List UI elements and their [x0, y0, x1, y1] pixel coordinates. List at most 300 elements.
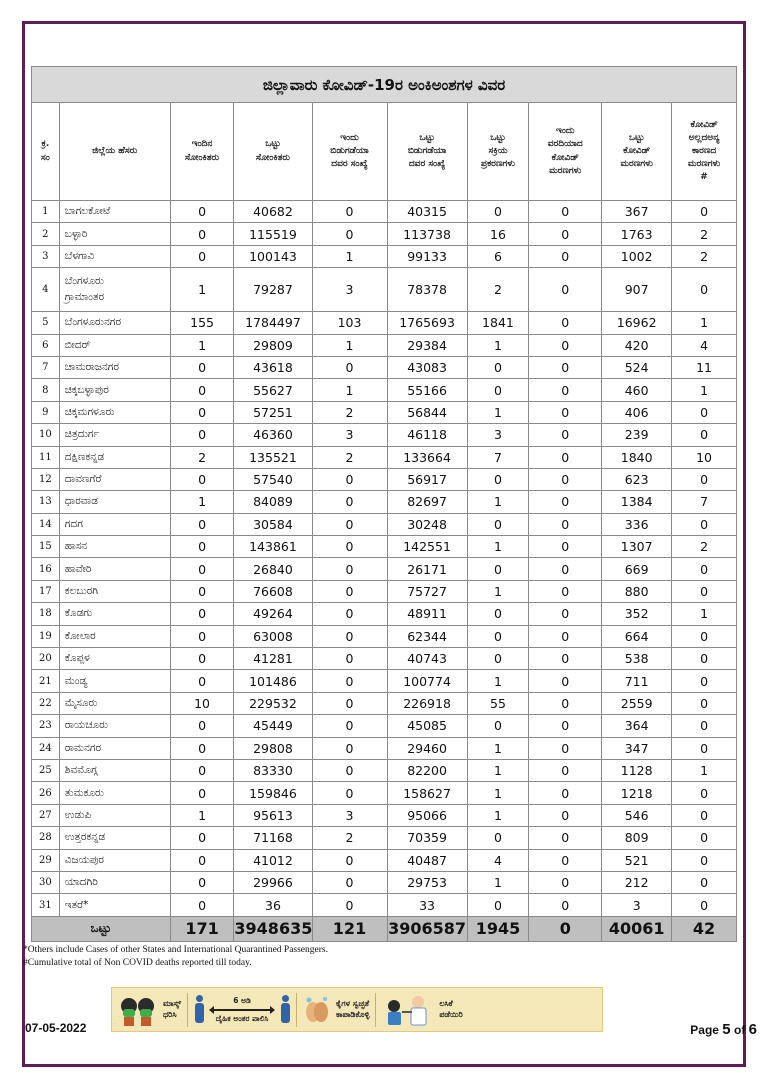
cell-today-infected: 155 — [170, 312, 234, 334]
row-sl: 21 — [32, 670, 60, 692]
cell-total-deaths: 1307 — [602, 536, 672, 558]
row-sl: 6 — [32, 334, 60, 356]
cell-non-covid-deaths: 4 — [672, 334, 737, 356]
cell-today-discharged: 0 — [312, 625, 387, 647]
row-district-name — [59, 268, 170, 312]
cell-total-infected: 29966 — [234, 871, 312, 893]
row-sl: 5 — [32, 312, 60, 334]
table-row — [32, 446, 737, 468]
cell-active-cases: 0 — [467, 468, 529, 490]
cell-total-infected: 41012 — [234, 849, 312, 871]
header-non-covid-deaths: ಕೋವಿಡ್ ಅಲ್ಲದಅನ್ಯ ಕಾರಣದ ಮರಣಗಳು # — [672, 103, 737, 201]
cell-active-cases: 0 — [467, 201, 529, 223]
cell-total-infected: 84089 — [234, 491, 312, 513]
table-row — [32, 827, 737, 849]
district-name-line: ಕಲಬುರಗಿ — [64, 585, 99, 598]
cell-active-cases: 0 — [467, 603, 529, 625]
cell-today-infected: 0 — [170, 558, 234, 580]
cell-today-discharged: 0 — [312, 491, 387, 513]
cell-today-infected: 1 — [170, 268, 234, 312]
row-sl: 31 — [32, 894, 60, 916]
cell-active-cases: 1 — [467, 580, 529, 602]
row-sl: 22 — [32, 692, 60, 714]
report-date: 07-05-2022 — [25, 1021, 87, 1035]
cell-today-infected: 1 — [170, 804, 234, 826]
cell-active-cases: 0 — [467, 648, 529, 670]
district-name-line: ದಾವಣಗೆರೆ — [64, 473, 102, 486]
cell-non-covid-deaths: 0 — [672, 737, 737, 759]
cell-today-discharged: 1 — [312, 334, 387, 356]
district-name-line: ಬಾಗಲಕೋಟೆ — [64, 205, 111, 218]
cell-today-infected: 0 — [170, 782, 234, 804]
cell-active-cases: 1 — [467, 804, 529, 826]
row-sl: 24 — [32, 737, 60, 759]
cell-today-deaths: 0 — [529, 491, 602, 513]
row-district-name — [59, 894, 170, 916]
cell-today-discharged: 0 — [312, 871, 387, 893]
cell-today-discharged: 3 — [312, 804, 387, 826]
person-icon — [280, 995, 290, 1025]
cell-non-covid-deaths: 11 — [672, 356, 737, 378]
row-sl: 26 — [32, 782, 60, 804]
row-sl: 27 — [32, 804, 60, 826]
table-row — [32, 536, 737, 558]
cell-today-deaths: 0 — [529, 692, 602, 714]
distance-value: 6 ಅಡಿ — [233, 995, 251, 1005]
table-row — [32, 894, 737, 916]
cell-today-infected: 10 — [170, 692, 234, 714]
footnote-others: *Others include Cases of other States and International Quarantined Passengers. — [23, 945, 328, 955]
cell-today-infected: 0 — [170, 625, 234, 647]
cell-total-discharged: 56844 — [387, 401, 467, 423]
cell-non-covid-deaths: 7 — [672, 491, 737, 513]
district-name-line: ಚಿಕ್ಕಬಳ್ಳಾಪುರ — [64, 383, 109, 396]
cell-today-deaths: 0 — [529, 201, 602, 223]
table-row — [32, 625, 737, 647]
cell-total-infected: 76608 — [234, 580, 312, 602]
cell-today-infected: 0 — [170, 603, 234, 625]
cell-today-discharged: 0 — [312, 603, 387, 625]
cell-today-deaths: 0 — [529, 625, 602, 647]
cell-today-deaths: 0 — [529, 223, 602, 245]
person-icon — [194, 995, 204, 1025]
table-row — [32, 424, 737, 446]
cell-active-cases: 7 — [467, 446, 529, 468]
cell-today-infected: 0 — [170, 245, 234, 267]
cell-today-infected: 1 — [170, 334, 234, 356]
cell-total-deaths: 623 — [602, 468, 672, 490]
row-sl: 30 — [32, 871, 60, 893]
cell-total-deaths: 3 — [602, 894, 672, 916]
total-today-discharged: 121 — [312, 916, 387, 941]
row-district-name — [59, 871, 170, 893]
page-current: 5 — [722, 1021, 731, 1038]
total-today-deaths: 0 — [529, 916, 602, 941]
double-arrow-icon — [209, 1006, 275, 1014]
cell-active-cases: 0 — [467, 827, 529, 849]
table-row — [32, 603, 737, 625]
cell-total-discharged: 56917 — [387, 468, 467, 490]
cell-active-cases: 1 — [467, 670, 529, 692]
row-district-name — [59, 401, 170, 423]
cell-total-deaths: 352 — [602, 603, 672, 625]
cell-today-deaths: 0 — [529, 245, 602, 267]
header-today-discharged: ಇಂದು ಬಿಡುಗಡೆಯಾ ದವರ ಸಂಖ್ಯೆ — [312, 103, 387, 201]
cell-active-cases: 1841 — [467, 312, 529, 334]
vaccine-label-1: ಲಸಿಕೆ — [439, 999, 453, 1009]
cell-today-infected: 0 — [170, 648, 234, 670]
table-row — [32, 379, 737, 401]
hands-label-2: ಕಾಪಾಡಿಕೊಳ್ಳಿ — [336, 1009, 370, 1019]
cell-today-deaths: 0 — [529, 268, 602, 312]
table-row — [32, 782, 737, 804]
cell-total-infected: 29808 — [234, 737, 312, 759]
district-name-line: ಕೊಪ್ಪಳ — [64, 652, 90, 665]
total-discharged: 3906587 — [387, 916, 467, 941]
cell-non-covid-deaths: 0 — [672, 648, 737, 670]
cell-total-discharged: 29460 — [387, 737, 467, 759]
cell-non-covid-deaths: 0 — [672, 468, 737, 490]
cell-today-deaths: 0 — [529, 648, 602, 670]
cell-today-infected: 0 — [170, 871, 234, 893]
row-district-name — [59, 782, 170, 804]
cell-total-deaths: 664 — [602, 625, 672, 647]
row-district-name — [59, 223, 170, 245]
row-district-name — [59, 804, 170, 826]
cell-non-covid-deaths: 1 — [672, 603, 737, 625]
row-sl: 28 — [32, 827, 60, 849]
cell-total-deaths: 521 — [602, 849, 672, 871]
total-label: ಒಟ್ಟು — [32, 916, 171, 941]
cell-total-infected: 143861 — [234, 536, 312, 558]
table-row — [32, 312, 737, 334]
cell-active-cases: 1 — [467, 737, 529, 759]
cell-today-discharged: 0 — [312, 715, 387, 737]
cell-today-infected: 0 — [170, 737, 234, 759]
cell-total-discharged: 75727 — [387, 580, 467, 602]
table-row — [32, 715, 737, 737]
cell-total-discharged: 226918 — [387, 692, 467, 714]
cell-today-deaths: 0 — [529, 580, 602, 602]
cell-today-infected: 0 — [170, 894, 234, 916]
row-district-name — [59, 692, 170, 714]
mask-label-2: ಧರಿಸಿ — [163, 1009, 177, 1019]
cell-today-discharged: 0 — [312, 536, 387, 558]
footnotes — [23, 944, 583, 970]
cell-total-infected: 63008 — [234, 625, 312, 647]
cell-total-discharged: 40743 — [387, 648, 467, 670]
total-active: 1945 — [467, 916, 529, 941]
district-name-line: ಗ್ರಾಮಾಂತರ — [64, 290, 105, 303]
cell-total-discharged: 78378 — [387, 268, 467, 312]
table-row — [32, 871, 737, 893]
mask-label-1: ಮಾಸ್ಕ್ — [163, 999, 182, 1009]
cell-total-infected: 29809 — [234, 334, 312, 356]
cell-total-deaths: 1384 — [602, 491, 672, 513]
cell-active-cases: 0 — [467, 379, 529, 401]
cell-total-deaths: 1763 — [602, 223, 672, 245]
row-sl: 17 — [32, 580, 60, 602]
district-name-line: ಬೀದರ್ — [64, 338, 91, 351]
cell-total-infected: 100143 — [234, 245, 312, 267]
row-sl: 29 — [32, 849, 60, 871]
row-sl: 14 — [32, 513, 60, 535]
cell-total-infected: 30584 — [234, 513, 312, 535]
cell-non-covid-deaths: 1 — [672, 312, 737, 334]
cell-total-infected: 101486 — [234, 670, 312, 692]
row-district-name — [59, 670, 170, 692]
row-district-name — [59, 715, 170, 737]
cell-total-infected: 46360 — [234, 424, 312, 446]
district-name-line: ರಾಮನಗರ — [64, 741, 102, 754]
cell-active-cases: 0 — [467, 894, 529, 916]
district-name-line: ಕೋಲಾರ — [64, 629, 96, 642]
cell-non-covid-deaths: 0 — [672, 424, 737, 446]
row-sl: 20 — [32, 648, 60, 670]
table-body — [32, 201, 737, 917]
cell-active-cases: 16 — [467, 223, 529, 245]
cell-total-discharged: 158627 — [387, 782, 467, 804]
table-row — [32, 245, 737, 267]
cell-total-infected: 79287 — [234, 268, 312, 312]
row-sl: 12 — [32, 468, 60, 490]
cell-active-cases: 1 — [467, 782, 529, 804]
cell-active-cases: 0 — [467, 625, 529, 647]
cell-total-discharged: 142551 — [387, 536, 467, 558]
row-sl: 9 — [32, 401, 60, 423]
row-sl: 23 — [32, 715, 60, 737]
cell-total-deaths: 880 — [602, 580, 672, 602]
cell-total-deaths: 336 — [602, 513, 672, 535]
cell-total-deaths: 907 — [602, 268, 672, 312]
cell-non-covid-deaths: 1 — [672, 759, 737, 781]
cell-today-deaths: 0 — [529, 670, 602, 692]
row-district-name — [59, 827, 170, 849]
cell-total-infected: 45449 — [234, 715, 312, 737]
cell-total-discharged: 1765693 — [387, 312, 467, 334]
cell-today-discharged: 0 — [312, 759, 387, 781]
cell-total-deaths: 460 — [602, 379, 672, 401]
row-district-name — [59, 580, 170, 602]
row-district-name — [59, 491, 170, 513]
cell-non-covid-deaths: 2 — [672, 223, 737, 245]
row-sl: 19 — [32, 625, 60, 647]
cell-today-deaths: 0 — [529, 759, 602, 781]
cell-total-discharged: 82200 — [387, 759, 467, 781]
table-row — [32, 849, 737, 871]
table-row — [32, 268, 737, 312]
cell-today-discharged: 103 — [312, 312, 387, 334]
cell-total-deaths: 239 — [602, 424, 672, 446]
cell-today-deaths: 0 — [529, 737, 602, 759]
page-number — [690, 1021, 757, 1038]
cell-active-cases: 3 — [467, 424, 529, 446]
cell-total-discharged: 133664 — [387, 446, 467, 468]
row-district-name — [59, 312, 170, 334]
cell-today-discharged: 0 — [312, 356, 387, 378]
table-row — [32, 558, 737, 580]
banner-mask — [112, 988, 187, 1031]
row-sl: 4 — [32, 268, 60, 312]
cell-non-covid-deaths: 0 — [672, 715, 737, 737]
vaccination-icon — [382, 993, 434, 1027]
table-row — [32, 491, 737, 513]
cell-active-cases: 1 — [467, 536, 529, 558]
cell-today-deaths: 0 — [529, 894, 602, 916]
cell-non-covid-deaths: 0 — [672, 625, 737, 647]
cell-total-infected: 43618 — [234, 356, 312, 378]
cell-active-cases: 4 — [467, 849, 529, 871]
cell-active-cases: 1 — [467, 401, 529, 423]
row-district-name — [59, 536, 170, 558]
row-district-name — [59, 201, 170, 223]
cell-non-covid-deaths: 0 — [672, 401, 737, 423]
cell-total-infected: 49264 — [234, 603, 312, 625]
cell-today-discharged: 0 — [312, 692, 387, 714]
cell-total-infected: 71168 — [234, 827, 312, 849]
cell-total-infected: 95613 — [234, 804, 312, 826]
cell-today-infected: 0 — [170, 670, 234, 692]
row-district-name — [59, 513, 170, 535]
district-name-line: ಗದಗ — [64, 517, 83, 530]
cell-non-covid-deaths: 0 — [672, 782, 737, 804]
row-district-name — [59, 379, 170, 401]
cell-total-discharged: 70359 — [387, 827, 467, 849]
cell-today-infected: 0 — [170, 759, 234, 781]
row-sl: 8 — [32, 379, 60, 401]
row-district-name — [59, 468, 170, 490]
cell-today-infected: 0 — [170, 580, 234, 602]
row-district-name — [59, 334, 170, 356]
covid-district-table — [31, 66, 737, 942]
cell-today-deaths: 0 — [529, 536, 602, 558]
row-district-name — [59, 759, 170, 781]
cell-total-deaths: 809 — [602, 827, 672, 849]
cell-total-discharged: 55166 — [387, 379, 467, 401]
cell-total-deaths: 212 — [602, 871, 672, 893]
cell-total-deaths: 1840 — [602, 446, 672, 468]
cell-today-deaths: 0 — [529, 715, 602, 737]
cell-today-discharged: 0 — [312, 513, 387, 535]
banner-vaccine — [376, 988, 468, 1031]
cell-total-deaths: 546 — [602, 804, 672, 826]
cell-active-cases: 0 — [467, 513, 529, 535]
cell-total-discharged: 95066 — [387, 804, 467, 826]
cell-total-discharged: 48911 — [387, 603, 467, 625]
district-name-line: ಶಿವಮೊಗ್ಗ — [64, 764, 98, 777]
cell-non-covid-deaths: 2 — [672, 245, 737, 267]
row-sl: 10 — [32, 424, 60, 446]
cell-active-cases: 1 — [467, 334, 529, 356]
cell-active-cases: 0 — [467, 558, 529, 580]
cell-non-covid-deaths: 0 — [672, 558, 737, 580]
cell-active-cases: 0 — [467, 356, 529, 378]
district-name-line: ವಿಜಯಪುರ — [64, 853, 104, 866]
cell-total-deaths: 538 — [602, 648, 672, 670]
cell-non-covid-deaths: 0 — [672, 580, 737, 602]
cell-non-covid-deaths: 0 — [672, 692, 737, 714]
cell-active-cases: 1 — [467, 491, 529, 513]
cell-today-deaths: 0 — [529, 827, 602, 849]
district-name-line: ಉತ್ತರಕನ್ನಡ — [64, 831, 106, 844]
table-row — [32, 804, 737, 826]
row-sl: 18 — [32, 603, 60, 625]
row-sl: 13 — [32, 491, 60, 513]
cell-total-infected: 159846 — [234, 782, 312, 804]
cell-non-covid-deaths: 0 — [672, 268, 737, 312]
cell-today-deaths: 0 — [529, 804, 602, 826]
cell-today-discharged: 0 — [312, 468, 387, 490]
header-total-infected: ಒಟ್ಟು ಸೋಂಕಿತರು — [234, 103, 312, 201]
cell-total-infected: 57540 — [234, 468, 312, 490]
cell-total-discharged: 40487 — [387, 849, 467, 871]
table-row — [32, 513, 737, 535]
cell-total-discharged: 99133 — [387, 245, 467, 267]
cell-total-deaths: 364 — [602, 715, 672, 737]
district-name-line: ಯಾದಗಿರಿ — [64, 876, 98, 889]
cell-total-discharged: 100774 — [387, 670, 467, 692]
cell-non-covid-deaths: 0 — [672, 804, 737, 826]
cell-today-deaths: 0 — [529, 782, 602, 804]
page-prefix: Page — [690, 1023, 719, 1037]
district-name-line: ಉಡುಪಿ — [64, 808, 92, 821]
cell-today-discharged: 0 — [312, 558, 387, 580]
district-name-line: ಧಾರವಾಡ — [64, 495, 98, 508]
cell-today-discharged: 0 — [312, 894, 387, 916]
district-name-line: ಬೆಂಗಳೂರುನಗರ — [64, 316, 122, 329]
banner-hands — [297, 988, 375, 1031]
cell-today-infected: 0 — [170, 424, 234, 446]
header-district: ಜಿಲ್ಲೆಯ ಹೆಸರು — [59, 103, 170, 201]
cell-total-discharged: 46118 — [387, 424, 467, 446]
covid-guidelines-banner — [111, 987, 603, 1032]
cell-total-infected: 36 — [234, 894, 312, 916]
cell-non-covid-deaths: 0 — [672, 849, 737, 871]
cell-non-covid-deaths: 0 — [672, 513, 737, 535]
cell-non-covid-deaths: 0 — [672, 201, 737, 223]
cell-total-infected: 135521 — [234, 446, 312, 468]
district-name-line: ಇತರೆ* — [64, 898, 89, 911]
table-row — [32, 401, 737, 423]
cell-total-discharged: 33 — [387, 894, 467, 916]
row-sl: 25 — [32, 759, 60, 781]
district-name-line: ಬೆಳಗಾವಿ — [64, 249, 95, 262]
cell-total-deaths: 2559 — [602, 692, 672, 714]
cell-today-infected: 0 — [170, 536, 234, 558]
cell-today-discharged: 0 — [312, 648, 387, 670]
table-row — [32, 670, 737, 692]
banner-distance — [188, 988, 296, 1031]
header-total-deaths: ಒಟ್ಟು ಕೋವಿಡ್ ಮರಣಗಳು — [602, 103, 672, 201]
header-today-deaths: ಇಂದು ವರದಿಯಾದ ಕೋವಿಡ್ ಮರಣಗಳು — [529, 103, 602, 201]
table-row — [32, 648, 737, 670]
row-district-name — [59, 849, 170, 871]
cell-today-deaths: 0 — [529, 468, 602, 490]
cell-total-discharged: 45085 — [387, 715, 467, 737]
cell-total-infected: 57251 — [234, 401, 312, 423]
cell-total-deaths: 1128 — [602, 759, 672, 781]
cell-total-deaths: 1002 — [602, 245, 672, 267]
cell-today-deaths: 0 — [529, 312, 602, 334]
district-name-line: ರಾಯಚೂರು — [64, 719, 109, 732]
row-sl: 3 — [32, 245, 60, 267]
cell-total-discharged: 62344 — [387, 625, 467, 647]
district-name-line: ಬೆಂಗಳೂರು — [64, 274, 104, 287]
cell-today-deaths: 0 — [529, 424, 602, 446]
cell-today-discharged: 1 — [312, 245, 387, 267]
cell-total-infected: 83330 — [234, 759, 312, 781]
header-sl: ಕ್ರ. ಸಂ — [32, 103, 60, 201]
